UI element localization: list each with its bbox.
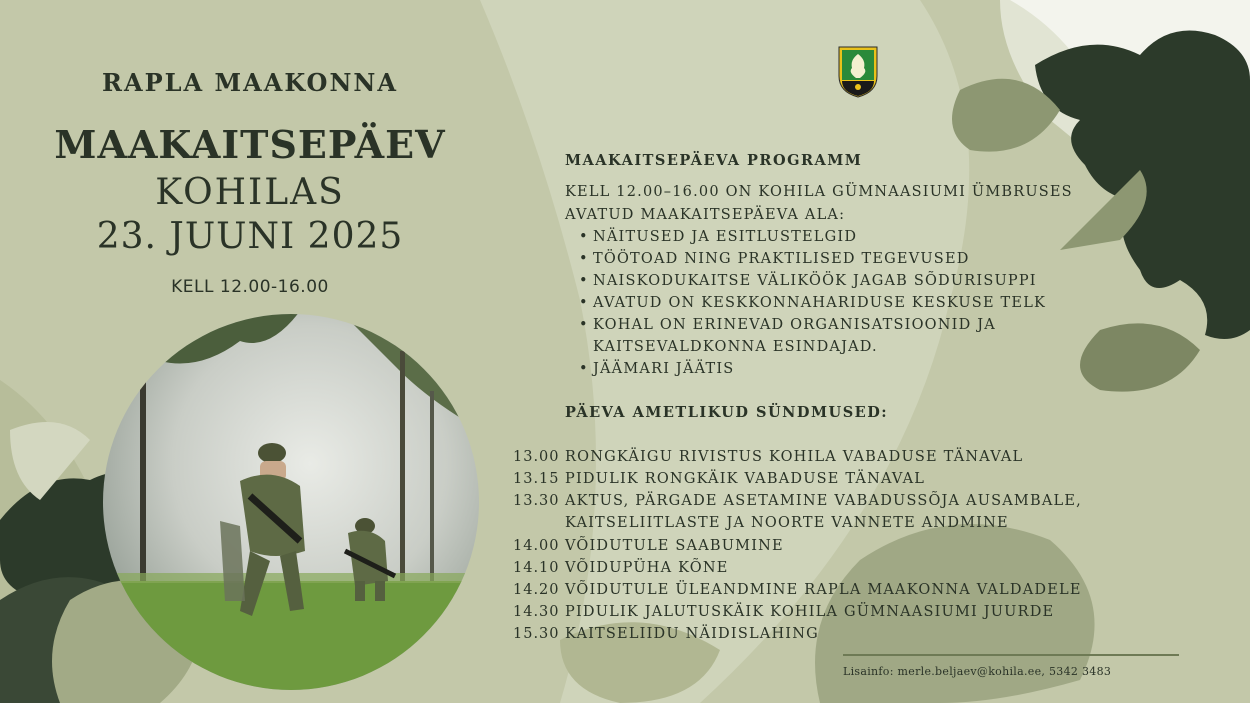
event-item-text: VÕIDUPÜHA KÕNE <box>565 560 729 576</box>
events-heading: PÄEVA AMETLIKUD SÜNDMUSED: <box>565 404 889 421</box>
coat-of-arms-icon <box>838 46 878 98</box>
event-subtitle: RAPLA MAAKONNA <box>102 68 398 97</box>
event-item-time: 14.20 <box>513 582 560 598</box>
event-item-time: 15.30 <box>513 626 560 642</box>
event-item-time: 14.00 <box>513 538 560 554</box>
event-location: KOHILAS <box>155 172 345 213</box>
event-item-time: 13.00 <box>513 449 560 465</box>
program-bullet: • TÖÖTOAD NING PRAKTILISED TEGEVUSED <box>593 251 970 267</box>
event-item-time: 13.15 <box>513 471 560 487</box>
program-bullet: • JÄÄMARI JÄÄTIS <box>593 361 734 377</box>
event-item-time: 14.30 <box>513 604 560 620</box>
program-intro-line: KELL 12.00–16.00 ON KOHILA GÜMNAASIUMI ÜMBRUSES <box>565 184 1073 200</box>
program-bullet: • KOHAL ON ERINEVAD ORGANISATSIOONID JA <box>593 317 996 333</box>
program-bullet: • AVATUD ON KESKKONNAHARIDUSE KESKUSE TELK <box>593 295 1046 311</box>
event-item-text: PIDULIK JALUTUSKÄIK KOHILA GÜMNAASIUMI JUURDE <box>565 604 1055 620</box>
contact-divider <box>843 654 1179 656</box>
event-item-text: KAITSELIITLASTE JA NOORTE VANNETE ANDMINE <box>565 515 1009 531</box>
program-heading: MAAKAITSEPÄEVA PROGRAMM <box>565 152 863 169</box>
program-intro-line: AVATUD MAAKAITSEPÄEVA ALA: <box>565 207 846 223</box>
event-item-text: VÕIDUTULE SAABUMINE <box>565 538 784 554</box>
event-item-text: AKTUS, PÄRGADE ASETAMINE VABADUSSÕJA AUSAMBALE, <box>565 493 1082 509</box>
event-item-time: 14.10 <box>513 560 560 576</box>
contact-info: Lisainfo: merle.beljaev@kohila.ee, 5342 3483 <box>843 665 1112 678</box>
event-item-text: RONGKÄIGU RIVISTUS KOHILA VABADUSE TÄNAVAL <box>565 449 1024 465</box>
program-bullet: • NAISKODUKAITSE VÄLIKÖÖK JAGAB SÕDURISUPPI <box>593 273 1037 289</box>
event-date: 23. JUUNI 2025 <box>96 216 404 257</box>
photo-soldiers <box>100 311 482 693</box>
program-bullet-continuation: KAITSEVALDKONNA ESINDAJAD. <box>593 339 878 355</box>
event-item-text: KAITSELIIDU NÄIDISLAHING <box>565 626 819 642</box>
event-item-time: 13.30 <box>513 493 560 509</box>
event-item-text: VÕIDUTULE ÜLEANDMINE RAPLA MAAKONNA VALDADELE <box>565 582 1082 598</box>
event-item-text: PIDULIK RONGKÄIK VABADUSE TÄNAVAL <box>565 471 926 487</box>
event-time: KELL 12.00-16.00 <box>171 277 329 297</box>
program-bullet: • NÄITUSED JA ESITLUSTELGID <box>593 229 857 245</box>
event-title: MAAKAITSEPÄEV <box>54 122 446 167</box>
